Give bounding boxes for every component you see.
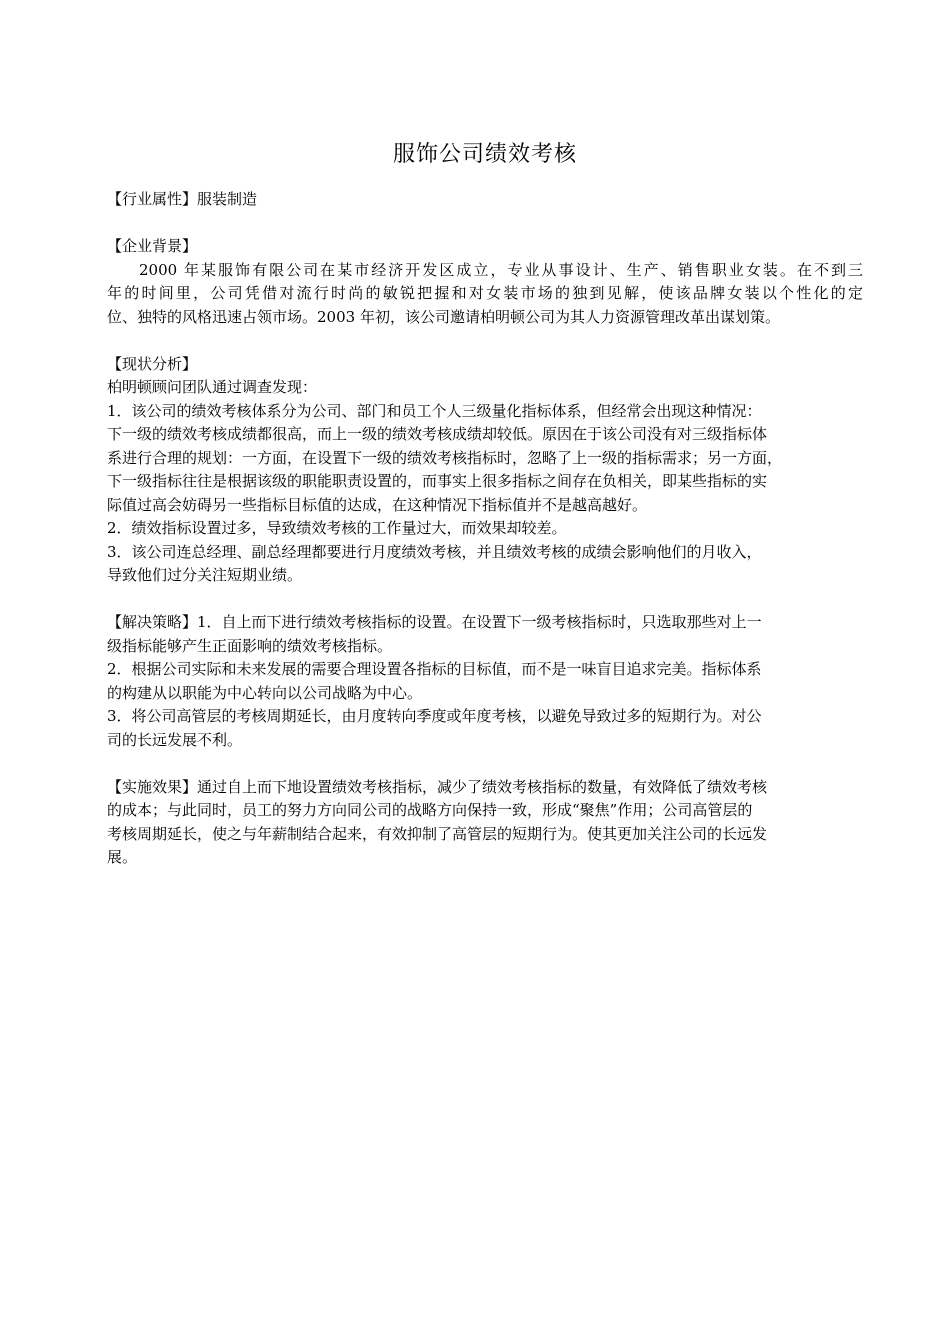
spacer [107,212,863,236]
background-heading: 【企业背景】 [107,237,198,255]
strategy-heading: 【解决策略】 [107,613,198,631]
spacer [107,588,863,612]
industry-line [107,188,863,212]
analysis-line: 下一级指标往往是根据该级的职能职责设置的，而事实上很多指标之间存在负相关，即某些指标的实 [107,472,768,490]
analysis-line: 导致他们过分关注短期业绩。 [107,566,303,584]
strategy-line: 2．根据公司实际和未来发展的需要合理设置各指标的目标值，而不是一味盲目追求完美。指标体系 [107,660,762,678]
analysis-line: 系进行合理的规划：一方面，在设置下一级的绩效考核指标时，忽略了上一级的指标需求；另一方面， [107,448,783,467]
effect-line: 展。 [107,848,138,866]
page-title: 服饰公司绩效考核 [392,142,577,167]
effect-line: 的成本；与此同时，员工的努力方向同公司的战略方向保持一致，形成“聚焦”作用；公司高管层的 [107,801,753,819]
strategy-line: 3．将公司高管层的考核周期延长，由月度转向季度或年度考核，以避免导致过多的短期行为。对公 [107,707,762,725]
section-analysis [107,353,863,588]
section-industry [107,188,863,212]
analysis-line: 2．绩效指标设置过多，导致绩效考核的工作量过大，而效果却较差。 [107,519,567,537]
background-line: 2000 年某服饰有限公司在某市经济开发区成立，专业从事设计、生产、销售职业女装。在不到三 [139,260,863,279]
strategy-line: 级指标能够产生正面影响的绩效考核指标。 [107,636,393,655]
section-strategy [107,611,863,752]
analysis-line: 柏明顿顾问团队通过调查发现： [107,378,318,396]
analysis-heading: 【现状分析】 [107,354,198,373]
section-effect [107,776,863,870]
effect-line: 考核周期延长，使之与年薪制结合起来，有效抑制了高管层的短期行为。使其更加关注公司的长远发 [107,824,768,843]
strategy-line: 的构建从以职能为中心转向以公司战略为中心。 [107,683,423,702]
document-body [107,140,863,870]
effect-heading: 【实施效果】 [107,777,198,796]
effect-text: 通过自上而下地设置绩效考核指标，减少了绩效考核指标的数量，有效降低了绩效考核 [197,777,768,796]
strategy-first-line [107,611,863,635]
analysis-line: 下一级的绩效考核成绩都很高，而上一级的绩效考核成绩却较低。原因在于该公司没有对三级指标体 [107,425,768,443]
spacer [107,329,863,353]
industry-heading: 【行业属性】 [107,190,198,208]
effect-first-line [107,776,863,800]
spacer [107,752,863,776]
analysis-line: 3．该公司连总经理、副总经理都要进行月度绩效考核，并且绩效考核的成绩会影响他们的月收入， [107,542,762,561]
background-line: 位、独特的风格迅速占领市场。2003 年初，该公司邀请柏明顿公司为其人力资源管理改革出谋划策。 [107,307,780,326]
analysis-line: 1．该公司的绩效考核体系分为公司、部门和员工个人三级量化指标体系，但经常会出现这种情况： [107,401,762,420]
analysis-line: 际值过高会妨碍另一些指标目标值的达成，在这种情况下指标值并不是越高越好。 [107,495,648,514]
industry-text: 服装制造 [197,190,258,208]
section-background [107,235,863,329]
strategy-text: 1．自上而下进行绩效考核指标的设置。在设置下一级考核指标时，只选取那些对上一 [197,613,762,631]
strategy-line: 司的长远发展不利。 [107,730,243,749]
background-line: 年的时间里，公司凭借对流行时尚的敏锐把握和对女装市场的独到见解，使该品牌女装以个性化的定 [107,284,863,302]
